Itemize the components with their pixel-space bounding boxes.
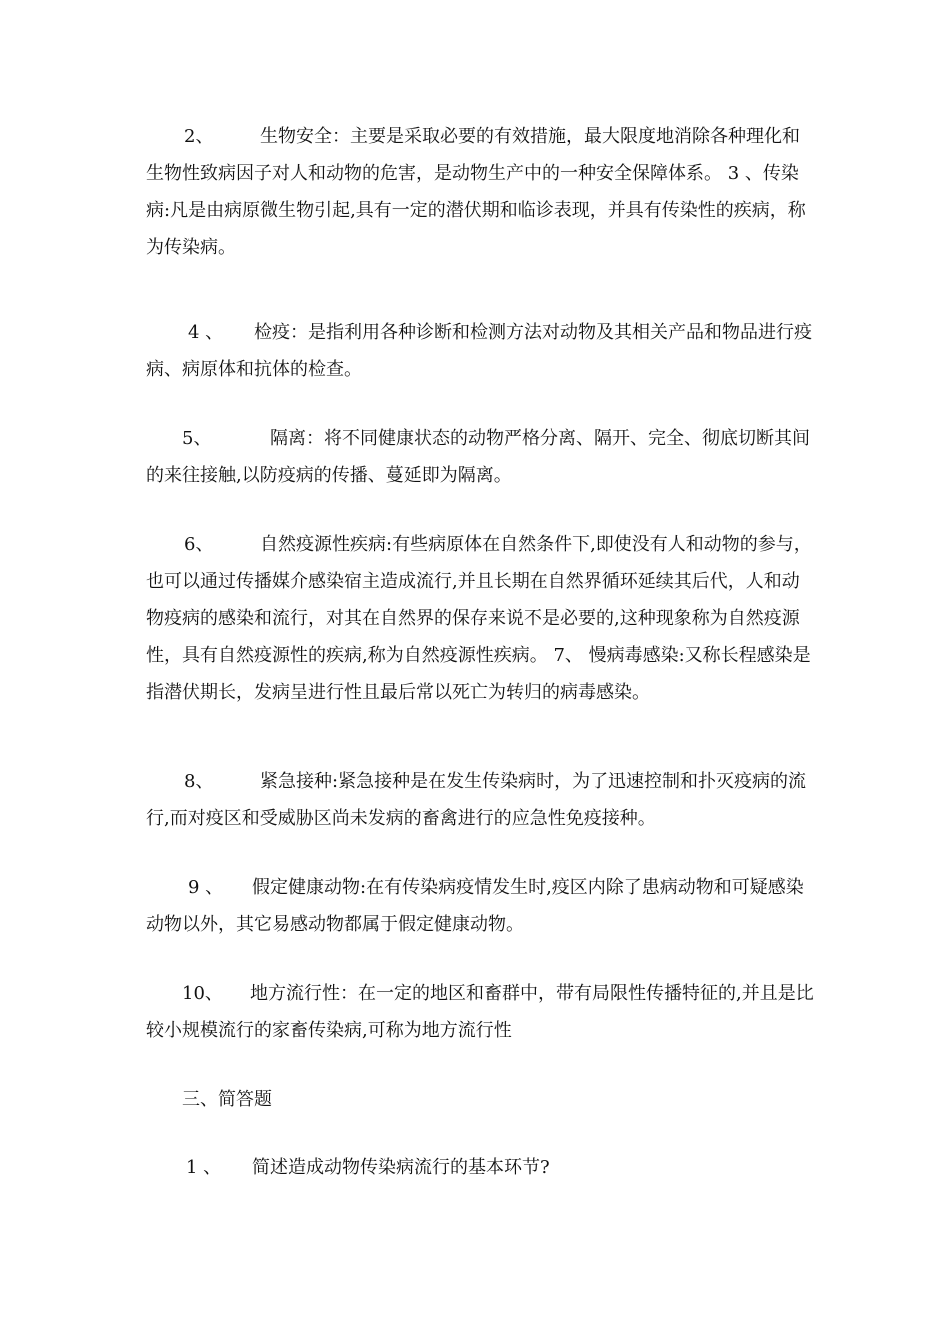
paragraph-text: 地方流行性：在一定的地区和畜群中，带有局限性传播特征的,并且是比较小规模流行的家畜传染病,可称为地方流行性	[146, 983, 814, 1041]
paragraph-number: 10、	[182, 983, 223, 1004]
paragraph-number: 4 、	[188, 322, 224, 343]
paragraph-number: 2、	[184, 126, 214, 147]
definition-paragraph-2	[146, 118, 814, 266]
paragraph-text: 假定健康动物:在有传染病疫情发生时,疫区内除了患病动物和可疑感染动物以外，其它易感动物都属于假定健康动物。	[146, 877, 804, 935]
definition-paragraph-8	[146, 763, 814, 837]
paragraph-number: 9 、	[188, 877, 224, 898]
paragraph-text: 紧急接种:紧急接种是在发生传染病时，为了迅速控制和扑灭疫病的流行,而对疫区和受威胁区尚未发病的畜禽进行的应急性免疫接种。	[146, 771, 807, 829]
paragraph-number: 8、	[184, 771, 214, 792]
definition-paragraph-6	[146, 526, 814, 711]
paragraph-text: 自然疫源性疾病:有些病原体在自然条件下,即使没有人和动物的参与，也可以通过传播媒介感染宿主造成流行,并且长期在自然界循环延续其后代，人和动物疫病的感染和流行，对其在自然界的保存来说不是必要的,这种现象称为自然疫源性，具有自然疫源性的疾病,称为自然疫源性疾病。 7、 慢病毒感染:又称长程感染是指潜伏期长，发病呈进行性且最后常以死亡为转归的病毒感染。	[146, 534, 812, 703]
question-text: 简述造成动物传染病流行的基本环节?	[252, 1157, 550, 1178]
definition-paragraph-9	[146, 869, 814, 943]
definition-paragraph-4	[146, 314, 814, 388]
paragraph-text: 生物安全：主要是采取必要的有效措施，最大限度地消除各种理化和生物性致病因子对人和动物的危害，是动物生产中的一种安全保障体系。 3 、传染病:凡是由病原微生物引起,具有一定的潜伏期和临诊表现，并具有传染性的疾病，称为传染病。	[146, 126, 806, 258]
definition-paragraph-10	[146, 975, 814, 1049]
question-1	[146, 1149, 814, 1186]
definition-paragraph-5	[146, 420, 814, 494]
paragraph-text: 隔离：将不同健康状态的动物严格分离、隔开、完全、彻底切断其间的来往接触,以防疫病的传播、蔓延即为隔离。	[146, 428, 810, 486]
paragraph-number: 6、	[184, 534, 214, 555]
section-heading: 三、简答题	[182, 1089, 272, 1110]
paragraph-number: 5、	[182, 428, 212, 449]
question-number: 1 、	[186, 1157, 222, 1178]
paragraph-text: 检疫：是指利用各种诊断和检测方法对动物及其相关产品和物品进行疫病、病原体和抗体的检查。	[146, 322, 812, 380]
